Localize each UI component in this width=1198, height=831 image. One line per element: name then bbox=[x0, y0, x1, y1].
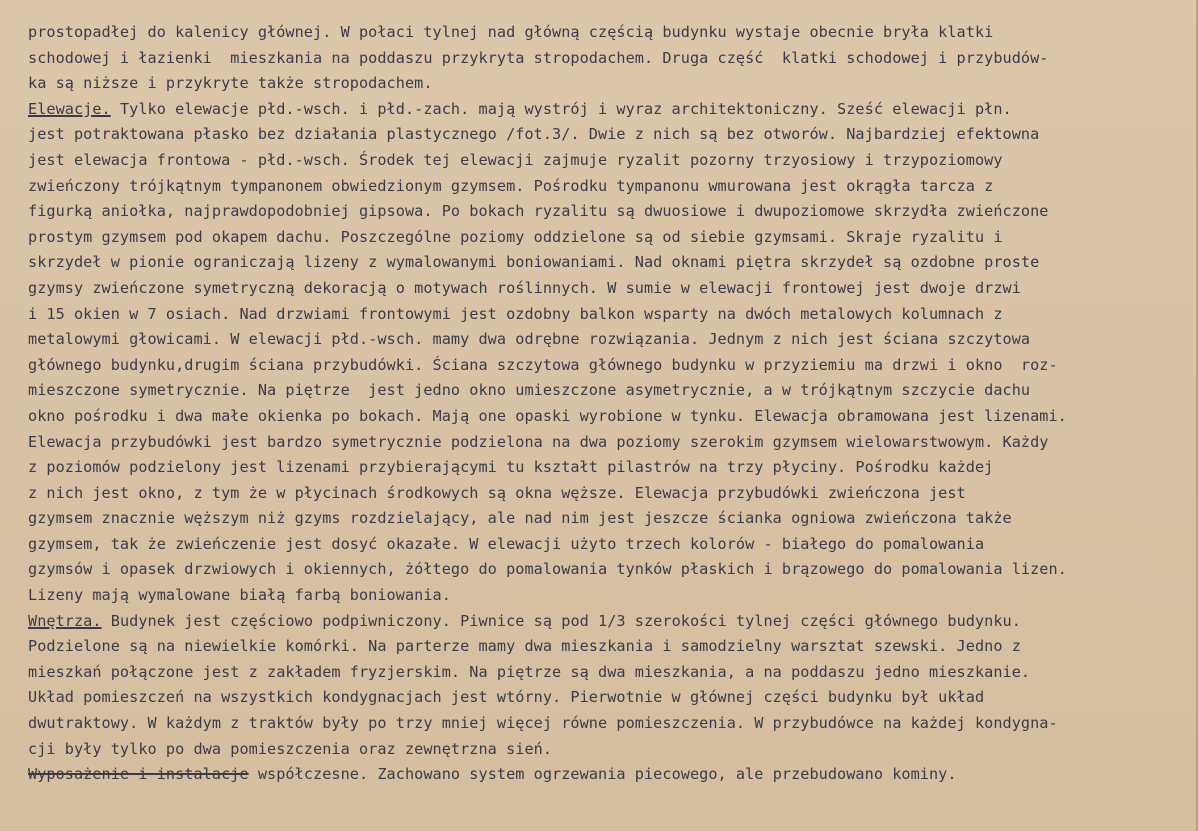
text-line: Elewacja przybudówki jest bardzo symetrycznie podzielona na dwa poziomy szerokim gzymsem wielowarstwowym. Każdy bbox=[28, 432, 1049, 451]
text-line: Lizeny mają wymalowane białą farbą boniowania. bbox=[28, 586, 451, 605]
text-line: i 15 okien w 7 osiach. Nad drzwiami frontowymi jest ozdobny balkon wsparty na dwóch metalowych kolumnach z bbox=[28, 304, 1003, 323]
text-line: Podzielone są na niewielkie komórki. Na parterze mamy dwa mieszkania i samodzielny warsztat szewski. Jedno z bbox=[28, 637, 1021, 656]
text-line: gzymsem, tak że zwieńczenie jest dosyć okazałe. W elewacji użyto trzech kolorów - białego do pomalowania bbox=[28, 534, 985, 553]
text-line: z nich jest okno, z tym że w płycinach środkowych są okna węższe. Elewacja przybudówki zwieńczona jest bbox=[28, 483, 966, 502]
text-line: głównego budynku,drugim ściana przybudówki. Ściana szczytowa głównego budynku w przyziemiu ma drzwi i okno roz- bbox=[28, 355, 1058, 374]
text-line: metalowymi głowicami. W elewacji płd.-wsch. mamy dwa odrębne rozwiązania. Jednym z nich jest ściana szczytowa bbox=[28, 330, 1031, 349]
text-line: z poziomów podzielony jest lizenami przybierającymi tu kształt pilastrów na trzy płyciny. Pośrodku każdej bbox=[28, 458, 994, 477]
text-line: prostopadłej do kalenicy głównej. W połaci tylnej nad główną częścią budynku wystaje obecnie bryła klatki bbox=[28, 23, 994, 41]
text-line: prostym gzymsem pod okapem dachu. Poszczególne poziomy oddzielone są od siebie gzymsami. Skraje ryzalitu i bbox=[28, 227, 1003, 246]
text-line: gzymsem znacznie węższym niż gzyms rozdzielający, ale nad nim jest jeszcze ścianka ogniowa zwieńczona także bbox=[28, 509, 1012, 528]
text-line: jest elewacja frontowa - płd.-wsch. Środek tej elewacji zajmuje ryzalit pozorny trzyosiowy i trzypoziomowy bbox=[28, 150, 1003, 169]
section-wnetrza-line bbox=[28, 609, 1196, 635]
section-text: współczesne. Zachowano system ogrzewania piecowego, ale przebudowano kominy. bbox=[248, 765, 957, 784]
text-line: ka są niższe i przykryte także stropodachem. bbox=[28, 74, 433, 93]
text-line: mieszczone symetrycznie. Na piętrze jest jedno okno umieszczone asymetrycznie, a w trójkątnym szczycie dachu bbox=[28, 381, 1031, 400]
section-wyposazenie-line bbox=[28, 762, 1196, 788]
text-line: mieszkań połączone jest z zakładem fryzjerskim. Na piętrze są dwa mieszkania, a na poddaszu jedno mieszkanie. bbox=[28, 662, 1031, 681]
section-text: Budynek jest częściowo podpiwniczony. Piwnice są pod 1/3 szerokości tylnej części głównego budynku. bbox=[101, 611, 1021, 630]
text-line: zwieńczony trójkątnym tympanonem obwiedzionym gzymsem. Pośrodku tympanonu wmurowana jest okrągła tarcza z bbox=[28, 176, 994, 195]
text-line: skrzydeł w pionie ograniczają lizeny z wymalowanymi boniowaniami. Nad oknami piętra skrzydeł są ozdobne proste bbox=[28, 253, 1040, 272]
text-line: dwutraktowy. W każdym z traktów były po trzy mniej więcej równe pomieszczenia. W przybudówce na każdej kondygna- bbox=[28, 714, 1058, 733]
section-heading-elewacje: Elewacje. bbox=[28, 99, 111, 118]
text-line: gzymsów i opasek drzwiowych i okiennych, żółtego do pomalowania tynków płaskich i brązowego do pomalowania lizen. bbox=[28, 560, 1067, 579]
text-line: figurką aniołka, najprawdopodobniej gipsowa. Po bokach ryzalitu są dwuosiowe i dwupoziomowe skrzydła zwieńczone bbox=[28, 202, 1049, 221]
section-text: Tylko elewacje płd.-wsch. i płd.-zach. mają wystrój i wyraz architektoniczny. Sześć elewacji płn. bbox=[110, 99, 1012, 118]
section-heading-wyposazenie: Wyposażenie i instalacje bbox=[28, 765, 249, 784]
section-heading-wnetrza: Wnętrza. bbox=[28, 611, 102, 630]
text-line: cji były tylko po dwa pomieszczenia oraz zewnętrzna sień. bbox=[28, 739, 553, 758]
text-line: schodowej i łazienki mieszkania na poddaszu przykryta stropodachem. Druga część klatki schodowej i przybudów- bbox=[28, 48, 1049, 67]
section-elewacje-line bbox=[28, 97, 1196, 123]
text-line: Układ pomieszczeń na wszystkich kondygnacjach jest wtórny. Pierwotnie w głównej części budynku był układ bbox=[28, 688, 985, 707]
text-line: jest potraktowana płasko bez działania plastycznego /fot.3/. Dwie z nich są bez otworów. Najbardziej efektowna bbox=[28, 125, 1040, 144]
text-line: okno pośrodku i dwa małe okienka po bokach. Mają one opaski wyrobione w tynku. Elewacja obramowana jest lizenami. bbox=[28, 406, 1067, 425]
text-line: gzymsy zwieńczone symetryczną dekoracją o motywach roślinnych. W sumie w elewacji frontowej jest dwoje drzwi bbox=[28, 278, 1021, 297]
document-body bbox=[28, 20, 1196, 788]
